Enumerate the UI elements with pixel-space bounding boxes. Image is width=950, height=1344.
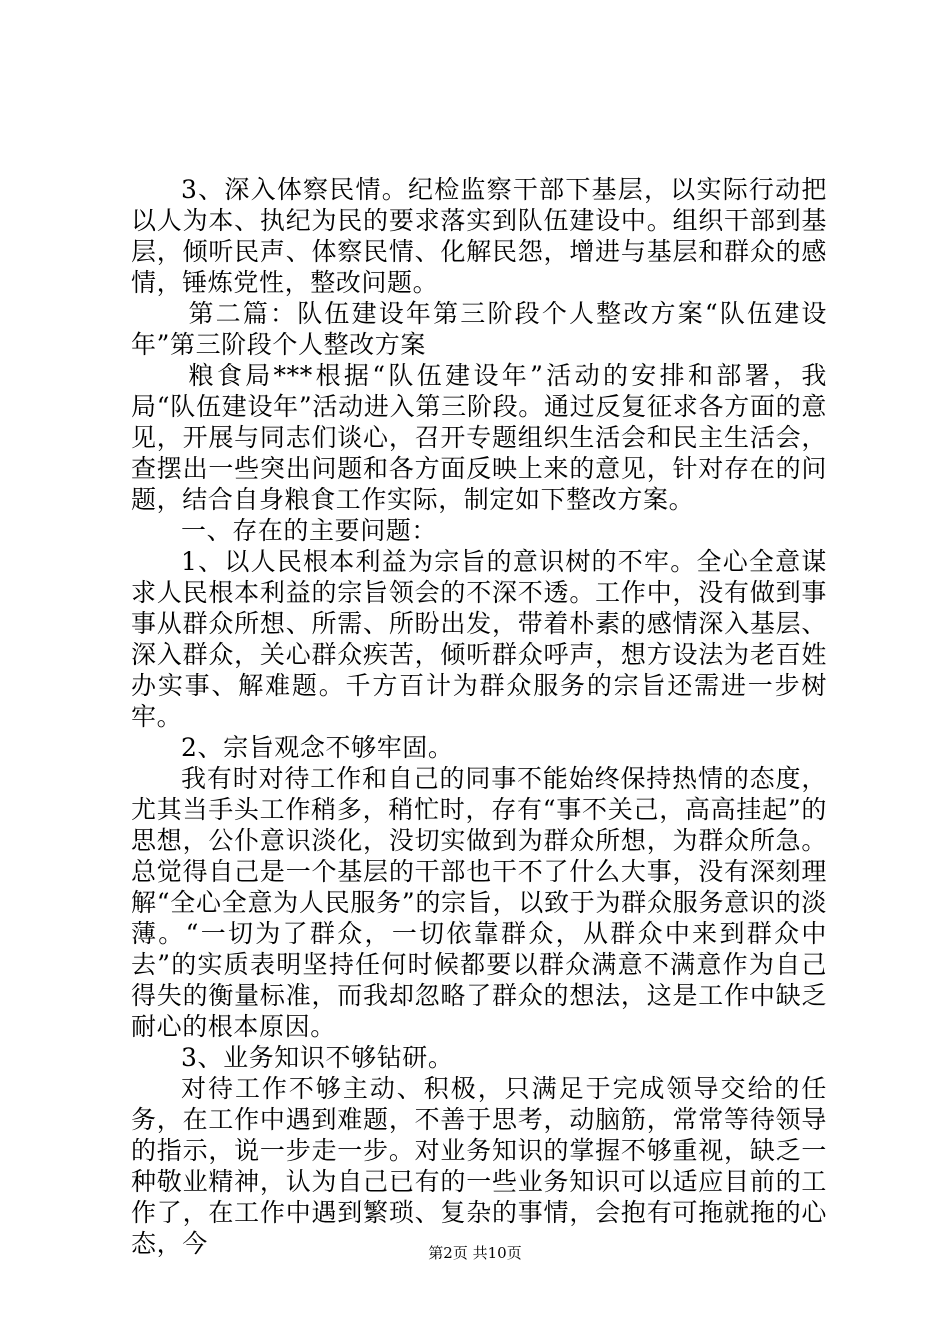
paragraph-7: 我有时对待工作和自己的同事不能始终保持热情的态度，尤其当手头工作稍多，稍忙时，存有“事不关己，高高挂起”的思想，公仆意识淡化，没切实做到为群众所想，为群众所急。总觉得自己是一个基层的干部也干不了什么大事，没有深刻理解“全心全意为人民服务”的宗旨，以致于为群众服务意识的淡薄。“一切为了群众，一切依靠群众，从群众中来到群众中去”的实质表明坚持任何时候都要以群众满意不满意作为自己得失的衡量标准，而我却忽略了群众的想法，这是工作中缺乏耐心的根本原因。 — [131, 764, 827, 1041]
paragraph-8-heading: 3、业务知识不够钻研。 — [181, 1043, 454, 1072]
paragraph-5: 1、以人民根本利益为宗旨的意识树的不牢。全心全意谋求人民根本利益的宗旨领会的不深不透。工作中，没有做到事事从群众所想、所需、所盼出发，带着朴素的感情深入基层、深入群众，关心群众疾苦，倾听群众呼声，想方设法为老百姓办实事、解难题。千方百计为群众服务的宗旨还需进一步树牢。 — [131, 547, 827, 731]
paragraph-6-heading: 2、宗旨观念不够牢固。 — [181, 733, 454, 762]
page-footer: 第2页 共10页 — [428, 1244, 522, 1262]
paragraph-2-section-title: 第二篇：队伍建设年第三阶段个人整改方案“队伍建设年”第三阶段个人整改方案 — [131, 299, 827, 359]
paragraph-9: 对待工作不够主动、积极，只满足于完成领导交给的任务，在工作中遇到难题，不善于思考，动脑筋，常常等待领导的指示，说一步走一步。对业务知识的掌握不够重视，缺乏一种敬业精神，认为自己已有的一些业务知识可以适应目前的工作了，在工作中遇到繁琐、复杂的事情，会抱有可拖就拖的心态，今 — [131, 1074, 827, 1258]
document-body — [131, 174, 827, 1259]
paragraph-3: 粮食局***根据“队伍建设年”活动的安排和部署，我局“队伍建设年”活动进入第三阶段。通过反复征求各方面的意见，开展与同志们谈心，召开专题组织生活会和民主生活会，查摆出一些突出问题和各方面反映上来的意见，针对存在的问题，结合自身粮食工作实际，制定如下整改方案。 — [131, 361, 827, 514]
paragraph-4-heading: 一、存在的主要问题： — [181, 516, 438, 545]
paragraph-1: 3、深入体察民情。纪检监察干部下基层，以实际行动把以人为本、执纪为民的要求落实到队伍建设中。组织干部到基层，倾听民声、体察民情、化解民怨，增进与基层和群众的感情，锤炼党性，整改问题。 — [131, 175, 827, 297]
